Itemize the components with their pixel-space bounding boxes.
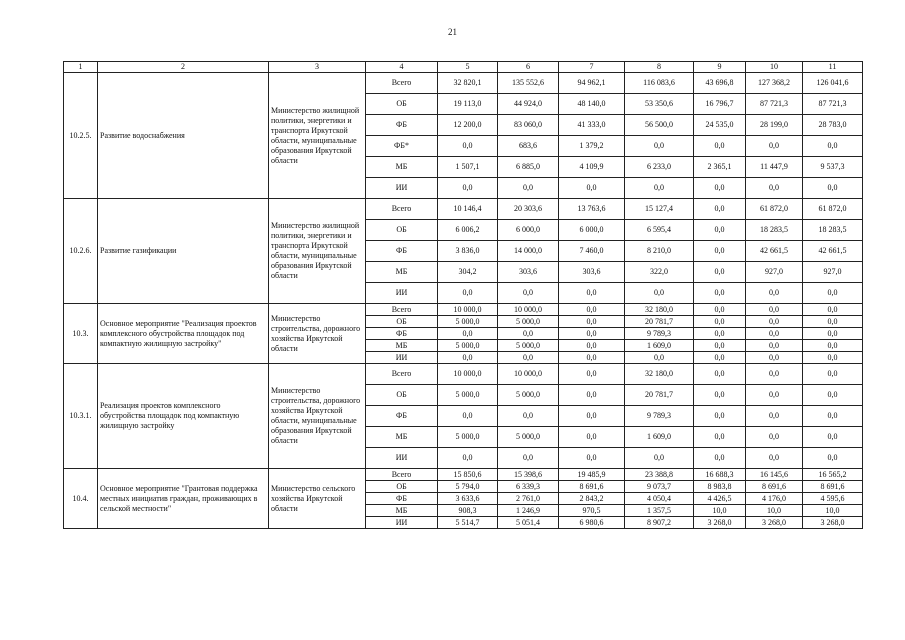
executor-cell: Министерство строительства, дорожного хозяйства Иркутской области, муниципальные образования Иркутской области (269, 364, 366, 469)
amount-cell: 6 000,0 (498, 220, 559, 241)
amount-cell: 2 843,2 (559, 493, 625, 505)
amount-cell: 2 365,1 (694, 157, 746, 178)
amount-cell: 0,0 (694, 340, 746, 352)
amount-cell: 0,0 (438, 283, 498, 304)
amount-cell: 0,0 (746, 448, 803, 469)
amount-cell: 970,5 (559, 505, 625, 517)
column-number: 11 (803, 62, 863, 73)
budget-table (63, 61, 863, 529)
amount-cell: 16 688,3 (694, 469, 746, 481)
column-number: 5 (438, 62, 498, 73)
amount-cell: 927,0 (803, 262, 863, 283)
amount-cell: 0,0 (498, 406, 559, 427)
amount-cell: 0,0 (694, 406, 746, 427)
amount-cell: 0,0 (694, 178, 746, 199)
item-name: Основное мероприятие "Реализация проектов комплексного обустройства площадок под компактную жилищную застройку" (98, 304, 269, 364)
amount-cell: 9 537,3 (803, 157, 863, 178)
amount-cell: 0,0 (694, 136, 746, 157)
amount-cell: 0,0 (746, 316, 803, 328)
amount-cell: 0,0 (803, 283, 863, 304)
item-name: Реализация проектов комплексного обустройства площадок под компактную жилищную застройку (98, 364, 269, 469)
amount-cell: 0,0 (438, 136, 498, 157)
table-row (64, 304, 863, 316)
amount-cell: 48 140,0 (559, 94, 625, 115)
amount-cell: 9 073,7 (625, 481, 694, 493)
amount-cell: 4 109,9 (559, 157, 625, 178)
amount-cell: 0,0 (559, 385, 625, 406)
amount-cell: 9 789,3 (625, 328, 694, 340)
amount-cell: 10 000,0 (438, 364, 498, 385)
amount-cell: 0,0 (559, 427, 625, 448)
amount-cell: 303,6 (498, 262, 559, 283)
amount-cell: 2 761,0 (498, 493, 559, 505)
amount-cell: 20 781,7 (625, 316, 694, 328)
amount-cell: 0,0 (559, 448, 625, 469)
item-code: 10.2.5. (64, 73, 98, 199)
amount-cell: 0,0 (559, 340, 625, 352)
amount-cell: 0,0 (803, 316, 863, 328)
item-name: Развитие газификации (98, 199, 269, 304)
amount-cell: 87 721,3 (803, 94, 863, 115)
amount-cell: 0,0 (803, 136, 863, 157)
amount-cell: 0,0 (694, 241, 746, 262)
funding-source: Всего (366, 73, 438, 94)
amount-cell: 5 000,0 (498, 427, 559, 448)
amount-cell: 15 850,6 (438, 469, 498, 481)
amount-cell: 42 661,5 (803, 241, 863, 262)
amount-cell: 32 820,1 (438, 73, 498, 94)
amount-cell: 0,0 (694, 427, 746, 448)
amount-cell: 6 595,4 (625, 220, 694, 241)
amount-cell: 0,0 (746, 283, 803, 304)
amount-cell: 18 283,5 (746, 220, 803, 241)
amount-cell: 0,0 (438, 448, 498, 469)
amount-cell: 3 268,0 (803, 517, 863, 529)
amount-cell: 5 000,0 (438, 340, 498, 352)
amount-cell: 41 333,0 (559, 115, 625, 136)
amount-cell: 0,0 (803, 328, 863, 340)
column-number: 1 (64, 62, 98, 73)
amount-cell: 3 268,0 (746, 517, 803, 529)
amount-cell: 0,0 (498, 178, 559, 199)
amount-cell: 5 051,4 (498, 517, 559, 529)
amount-cell: 10,0 (803, 505, 863, 517)
funding-source: МБ (366, 427, 438, 448)
amount-cell: 5 000,0 (498, 385, 559, 406)
amount-cell: 6 233,0 (625, 157, 694, 178)
funding-source: ФБ* (366, 136, 438, 157)
amount-cell: 15 398,6 (498, 469, 559, 481)
executor-cell: Министерство строительства, дорожного хозяйства Иркутской области (269, 304, 366, 364)
amount-cell: 0,0 (625, 448, 694, 469)
amount-cell: 87 721,3 (746, 94, 803, 115)
funding-source: ИИ (366, 352, 438, 364)
amount-cell: 16 796,7 (694, 94, 746, 115)
amount-cell: 0,0 (625, 283, 694, 304)
amount-cell: 127 368,2 (746, 73, 803, 94)
item-code: 10.2.6. (64, 199, 98, 304)
amount-cell: 4 426,5 (694, 493, 746, 505)
amount-cell: 0,0 (694, 304, 746, 316)
amount-cell: 14 000,0 (498, 241, 559, 262)
item-name: Развитие водоснабжения (98, 73, 269, 199)
column-number-row (64, 62, 863, 73)
amount-cell: 0,0 (559, 178, 625, 199)
amount-cell: 0,0 (498, 448, 559, 469)
funding-source: Всего (366, 304, 438, 316)
amount-cell: 0,0 (498, 352, 559, 364)
item-code: 10.3.1. (64, 364, 98, 469)
amount-cell: 0,0 (746, 352, 803, 364)
amount-cell: 42 661,5 (746, 241, 803, 262)
amount-cell: 0,0 (625, 136, 694, 157)
amount-cell: 32 180,0 (625, 364, 694, 385)
amount-cell: 0,0 (746, 406, 803, 427)
amount-cell: 6 339,3 (498, 481, 559, 493)
amount-cell: 4 050,4 (625, 493, 694, 505)
amount-cell: 0,0 (803, 406, 863, 427)
amount-cell: 0,0 (438, 406, 498, 427)
funding-source: ФБ (366, 328, 438, 340)
funding-source: Всего (366, 469, 438, 481)
amount-cell: 9 789,3 (625, 406, 694, 427)
funding-source: МБ (366, 505, 438, 517)
table-row (64, 364, 863, 385)
amount-cell: 43 696,8 (694, 73, 746, 94)
amount-cell: 61 872,0 (746, 199, 803, 220)
amount-cell: 0,0 (438, 352, 498, 364)
amount-cell: 0,0 (803, 304, 863, 316)
amount-cell: 16 145,6 (746, 469, 803, 481)
amount-cell: 5 000,0 (498, 316, 559, 328)
amount-cell: 20 303,6 (498, 199, 559, 220)
amount-cell: 10,0 (694, 505, 746, 517)
column-number: 3 (269, 62, 366, 73)
amount-cell: 7 460,0 (559, 241, 625, 262)
funding-source: ИИ (366, 517, 438, 529)
funding-source: ФБ (366, 241, 438, 262)
funding-source: ФБ (366, 115, 438, 136)
amount-cell: 0,0 (438, 178, 498, 199)
column-number: 10 (746, 62, 803, 73)
amount-cell: 6 980,6 (559, 517, 625, 529)
item-code: 10.3. (64, 304, 98, 364)
amount-cell: 0,0 (559, 352, 625, 364)
page-number: 21 (448, 27, 457, 37)
amount-cell: 10 000,0 (438, 304, 498, 316)
amount-cell: 1 609,0 (625, 427, 694, 448)
amount-cell: 0,0 (559, 316, 625, 328)
amount-cell: 126 041,6 (803, 73, 863, 94)
amount-cell: 1 379,2 (559, 136, 625, 157)
funding-source: ОБ (366, 94, 438, 115)
amount-cell: 0,0 (746, 385, 803, 406)
amount-cell: 23 388,8 (625, 469, 694, 481)
amount-cell: 10 000,0 (498, 364, 559, 385)
amount-cell: 8 691,6 (746, 481, 803, 493)
amount-cell: 0,0 (694, 448, 746, 469)
amount-cell: 116 083,6 (625, 73, 694, 94)
table-row (64, 469, 863, 481)
amount-cell: 10 000,0 (498, 304, 559, 316)
amount-cell: 24 535,0 (694, 115, 746, 136)
amount-cell: 19 485,9 (559, 469, 625, 481)
amount-cell: 1 507,1 (438, 157, 498, 178)
amount-cell: 0,0 (694, 220, 746, 241)
table-body (64, 62, 863, 529)
funding-source: ИИ (366, 178, 438, 199)
amount-cell: 28 783,0 (803, 115, 863, 136)
amount-cell: 3 633,6 (438, 493, 498, 505)
amount-cell: 11 447,9 (746, 157, 803, 178)
column-number: 8 (625, 62, 694, 73)
amount-cell: 0,0 (746, 304, 803, 316)
amount-cell: 0,0 (746, 427, 803, 448)
amount-cell: 0,0 (746, 340, 803, 352)
amount-cell: 908,3 (438, 505, 498, 517)
amount-cell: 44 924,0 (498, 94, 559, 115)
amount-cell: 5 514,7 (438, 517, 498, 529)
amount-cell: 1 357,5 (625, 505, 694, 517)
amount-cell: 0,0 (559, 406, 625, 427)
amount-cell: 0,0 (803, 352, 863, 364)
amount-cell: 0,0 (803, 340, 863, 352)
amount-cell: 0,0 (694, 316, 746, 328)
funding-source: ИИ (366, 448, 438, 469)
amount-cell: 0,0 (694, 283, 746, 304)
amount-cell: 61 872,0 (803, 199, 863, 220)
amount-cell: 135 552,6 (498, 73, 559, 94)
amount-cell: 0,0 (803, 178, 863, 199)
amount-cell: 8 907,2 (625, 517, 694, 529)
table-row (64, 73, 863, 94)
amount-cell: 0,0 (694, 385, 746, 406)
amount-cell: 32 180,0 (625, 304, 694, 316)
amount-cell: 5 000,0 (498, 340, 559, 352)
funding-source: ОБ (366, 316, 438, 328)
amount-cell: 0,0 (625, 352, 694, 364)
amount-cell: 0,0 (694, 199, 746, 220)
amount-cell: 15 127,4 (625, 199, 694, 220)
executor-cell: Министерство сельского хозяйства Иркутской области (269, 469, 366, 529)
amount-cell: 5 000,0 (438, 316, 498, 328)
funding-source: Всего (366, 364, 438, 385)
amount-cell: 304,2 (438, 262, 498, 283)
amount-cell: 12 200,0 (438, 115, 498, 136)
amount-cell: 927,0 (746, 262, 803, 283)
amount-cell: 0,0 (559, 364, 625, 385)
amount-cell: 0,0 (438, 328, 498, 340)
amount-cell: 0,0 (694, 262, 746, 283)
funding-source: МБ (366, 157, 438, 178)
funding-source: ФБ (366, 406, 438, 427)
executor-cell: Министерство жилищной политики, энергетики и транспорта Иркутской области, муниципальные образования Иркутской области (269, 73, 366, 199)
amount-cell: 5 000,0 (438, 427, 498, 448)
amount-cell: 20 781,7 (625, 385, 694, 406)
amount-cell: 0,0 (803, 364, 863, 385)
amount-cell: 10 146,4 (438, 199, 498, 220)
amount-cell: 53 350,6 (625, 94, 694, 115)
amount-cell: 8 691,6 (803, 481, 863, 493)
column-number: 7 (559, 62, 625, 73)
amount-cell: 28 199,0 (746, 115, 803, 136)
amount-cell: 4 595,6 (803, 493, 863, 505)
funding-source: ИИ (366, 283, 438, 304)
amount-cell: 16 565,2 (803, 469, 863, 481)
funding-source: ОБ (366, 385, 438, 406)
amount-cell: 18 283,5 (803, 220, 863, 241)
amount-cell: 303,6 (559, 262, 625, 283)
amount-cell: 0,0 (694, 328, 746, 340)
amount-cell: 6 885,0 (498, 157, 559, 178)
item-name: Основное мероприятие "Грантовая поддержка местных инициатив граждан, проживающих в сельской местности" (98, 469, 269, 529)
funding-source: ОБ (366, 481, 438, 493)
amount-cell: 322,0 (625, 262, 694, 283)
amount-cell: 0,0 (559, 304, 625, 316)
funding-source: МБ (366, 340, 438, 352)
amount-cell: 0,0 (694, 352, 746, 364)
amount-cell: 0,0 (746, 328, 803, 340)
amount-cell: 8 210,0 (625, 241, 694, 262)
amount-cell: 3 268,0 (694, 517, 746, 529)
amount-cell: 0,0 (803, 427, 863, 448)
amount-cell: 0,0 (625, 178, 694, 199)
amount-cell: 0,0 (498, 328, 559, 340)
amount-cell: 0,0 (559, 283, 625, 304)
amount-cell: 6 006,2 (438, 220, 498, 241)
funding-source: Всего (366, 199, 438, 220)
amount-cell: 0,0 (694, 364, 746, 385)
amount-cell: 683,6 (498, 136, 559, 157)
funding-source: ФБ (366, 493, 438, 505)
amount-cell: 1 609,0 (625, 340, 694, 352)
amount-cell: 56 500,0 (625, 115, 694, 136)
amount-cell: 1 246,9 (498, 505, 559, 517)
column-number: 9 (694, 62, 746, 73)
amount-cell: 0,0 (746, 364, 803, 385)
funding-source: МБ (366, 262, 438, 283)
amount-cell: 19 113,0 (438, 94, 498, 115)
amount-cell: 10,0 (746, 505, 803, 517)
amount-cell: 0,0 (746, 136, 803, 157)
funding-source: ОБ (366, 220, 438, 241)
amount-cell: 0,0 (803, 385, 863, 406)
amount-cell: 4 176,0 (746, 493, 803, 505)
amount-cell: 5 000,0 (438, 385, 498, 406)
column-number: 4 (366, 62, 438, 73)
item-code: 10.4. (64, 469, 98, 529)
amount-cell: 83 060,0 (498, 115, 559, 136)
executor-cell: Министерство жилищной политики, энергетики и транспорта Иркутской области, муниципальные образования Иркутской области (269, 199, 366, 304)
amount-cell: 3 836,0 (438, 241, 498, 262)
amount-cell: 8 691,6 (559, 481, 625, 493)
amount-cell: 13 763,6 (559, 199, 625, 220)
table-row (64, 199, 863, 220)
amount-cell: 0,0 (746, 178, 803, 199)
amount-cell: 94 962,1 (559, 73, 625, 94)
column-number: 6 (498, 62, 559, 73)
amount-cell: 0,0 (498, 283, 559, 304)
amount-cell: 5 794,0 (438, 481, 498, 493)
amount-cell: 0,0 (559, 328, 625, 340)
amount-cell: 0,0 (803, 448, 863, 469)
column-number: 2 (98, 62, 269, 73)
amount-cell: 6 000,0 (559, 220, 625, 241)
amount-cell: 8 983,8 (694, 481, 746, 493)
